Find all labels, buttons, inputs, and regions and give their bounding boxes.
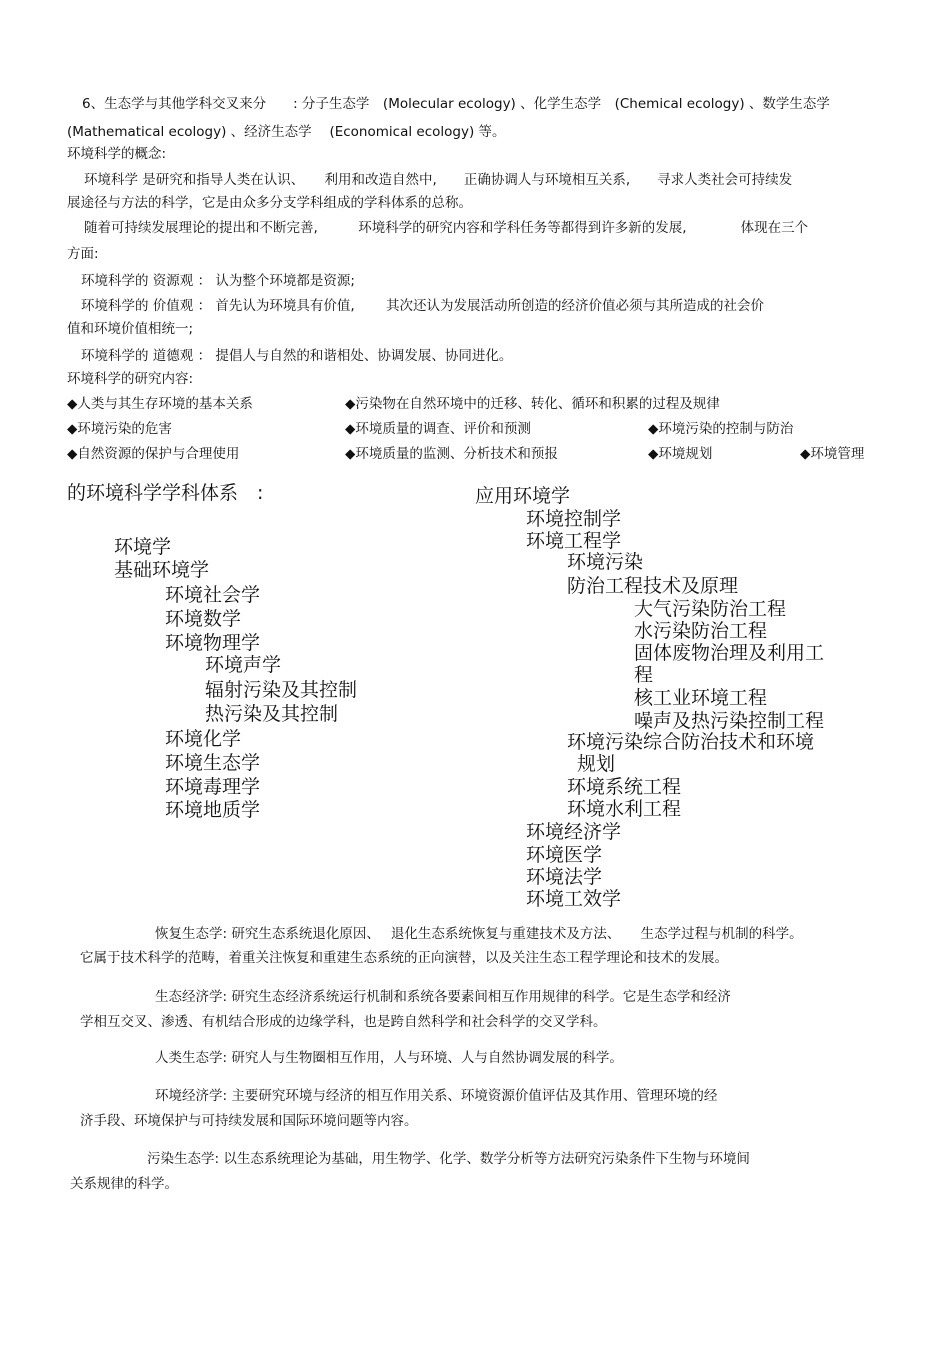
system-right-item: 环境工程学: [526, 530, 622, 552]
human-ecology: 人类生态学: 研究人与生物圈相互作用，人与环境、人与自然协调发展的科学。: [155, 1050, 623, 1066]
system-left-item: 环境学: [114, 536, 172, 558]
system-left-item: 环境声学: [205, 654, 282, 676]
research-item: ◆ 环境污染的危害: [67, 420, 172, 438]
system-right-item: 防治工程技术及原理: [567, 575, 739, 597]
system-right-item: 环境水利工程: [567, 798, 682, 820]
system-right-item: 环境控制学: [526, 508, 622, 530]
research-item: ◆ 污染物在自然环境中的迁移、转化、循环和积累的过程及规律: [345, 395, 720, 413]
system-right-item: 环境系统工程: [567, 776, 682, 798]
pollution-ecology-line-2: 关系规律的科学。: [70, 1176, 178, 1192]
value-view-line-2: 值和环境价值相统一;: [67, 321, 194, 337]
concept-p1-line-1: 环境科学 是研究和指导人类在认识、 利用和改造自然中, 正确协调人与环境相互关系, 寻求人类社会可持续发: [84, 172, 793, 188]
value-view-line-1: 环境科学的 价值观 ： 首先认为环境具有价值, 其次还认为发展活动所创造的经济价值必须与其所造成的社会价: [81, 298, 764, 314]
system-left-item: 环境社会学: [165, 584, 261, 606]
system-heading: 的环境科学学科体系 :: [67, 482, 264, 504]
system-left-item: 环境生态学: [165, 752, 261, 774]
research-heading: 环境科学的研究内容:: [67, 371, 194, 387]
research-item: ◆ 人类与其生存环境的基本关系: [67, 395, 253, 413]
research-item: ◆ 环境管理: [800, 445, 864, 463]
env-economics-line-2: 济手段、环境保护与可持续发展和国际环境问题等内容。: [80, 1113, 418, 1129]
system-right-item: 环境医学: [526, 844, 603, 866]
system-left-item: 环境物理学: [165, 632, 261, 654]
pollution-ecology-line-1: 污染生态学: 以生态系统理论为基础，用生物学、化学、数学分析等方法研究污染条件下生物与环境间: [147, 1151, 750, 1167]
system-right-item: 核工业环境工程: [634, 687, 768, 709]
moral-view: 环境科学的 道德观 ： 提倡人与自然的和谐相处、协调发展、协同进化。: [81, 348, 513, 364]
system-right-item: 环境经济学: [526, 821, 622, 843]
system-left-item: 热污染及其控制: [205, 703, 339, 725]
system-left-item: 基础环境学: [114, 559, 210, 581]
research-item: ◆ 环境质量的调查、评价和预测: [345, 420, 531, 438]
system-left-item: 辐射污染及其控制: [205, 679, 358, 701]
intro-line-2: (Mathematical ecology) 、经济生态学 (Economical ecology) 等。: [67, 124, 506, 140]
system-right-item: 程: [634, 664, 654, 686]
system-right-item: 环境工效学: [526, 888, 622, 910]
system-right-item: 应用环境学: [475, 485, 571, 507]
restoration-ecology-line-2: 它属于技术科学的范畴，着重关注恢复和重建生态系统的正向演替，以及关注生态工程学理论和技术的发展。: [80, 950, 728, 966]
system-left-item: 环境数学: [165, 608, 242, 630]
eco-economics-line-2: 学相互交叉、渗透、有机结合形成的边缘学科，也是跨自然科学和社会科学的交叉学科。: [80, 1014, 607, 1030]
resource-view: 环境科学的 资源观 ： 认为整个环境都是资源;: [81, 273, 355, 289]
system-left-item: 环境地质学: [165, 799, 261, 821]
system-right-item: 环境污染: [567, 551, 644, 573]
system-right-item: 规划: [577, 753, 616, 775]
restoration-ecology-line-1: 恢复生态学: 研究生态系统退化原因、 退化生态系统恢复与重建技术及方法、 生态学过程与机制的科学。: [155, 926, 803, 942]
concept-p1-line-2: 展途径与方法的科学，它是由众多分支学科组成的学科体系的总称。: [67, 195, 472, 211]
research-item: ◆ 环境污染的控制与防治: [648, 420, 793, 438]
research-item: ◆ 环境质量的监测、分析技术和预报: [345, 445, 558, 463]
system-right-item: 环境法学: [526, 866, 603, 888]
system-right-item: 环境污染综合防治技术和环境: [567, 731, 815, 753]
system-right-item: 固体废物治理及利用工: [634, 642, 825, 664]
env-economics-line-1: 环境经济学: 主要研究环境与经济的相互作用关系、环境资源价值评估及其作用、管理环境的经: [155, 1088, 718, 1104]
concept-p2-line-1: 随着可持续发展理论的提出和不断完善, 环境科学的研究内容和学科任务等都得到许多新的发展, 体现在三个: [84, 220, 809, 236]
intro-line-1: 6、生态学与其他学科交叉来分 : 分子生态学 (Molecular ecology) 、化学生态学 (Chemical ecology) 、数学生态学: [82, 96, 830, 112]
research-item: ◆ 自然资源的保护与合理使用: [67, 445, 239, 463]
concept-heading: 环境科学的概念:: [67, 146, 167, 162]
system-right-item: 大气污染防治工程: [634, 598, 787, 620]
system-right-item: 水污染防治工程: [634, 620, 768, 642]
system-right-item: 噪声及热污染控制工程: [634, 710, 825, 732]
system-left-item: 环境毒理学: [165, 776, 261, 798]
research-item: ◆ 环境规划: [648, 445, 712, 463]
eco-economics-line-1: 生态经济学: 研究生态经济系统运行机制和系统各要素间相互作用规律的科学。它是生态学和经济: [155, 989, 731, 1005]
concept-p2-line-2: 方面:: [67, 246, 99, 262]
system-left-item: 环境化学: [165, 728, 242, 750]
